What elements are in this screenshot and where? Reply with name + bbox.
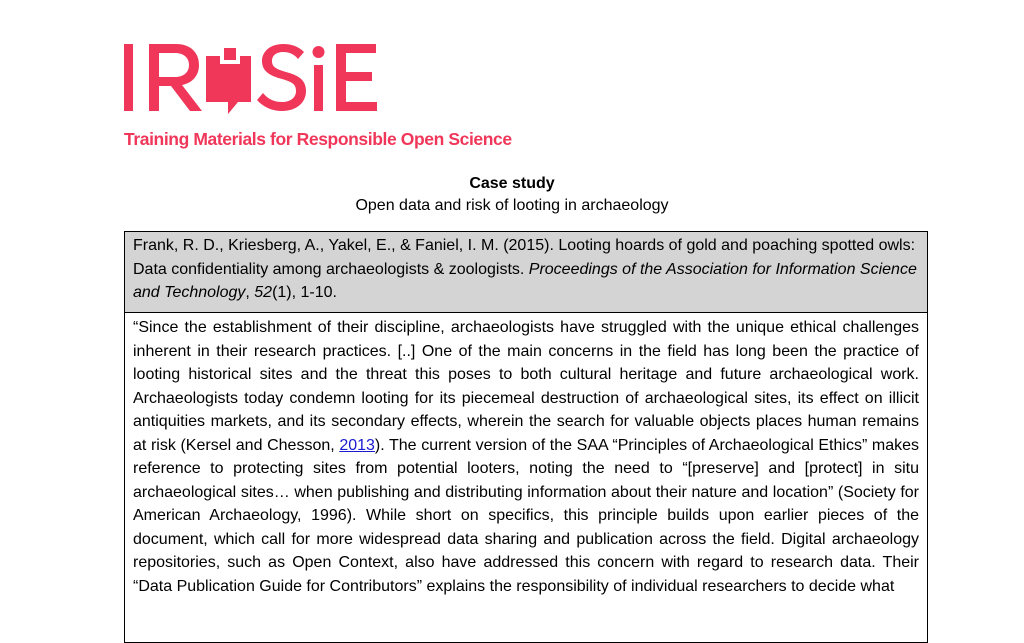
- document-subtitle: Open data and risk of looting in archaeology: [355, 197, 669, 214]
- rosie-logo: [124, 40, 544, 152]
- reference-pages: (1), 1-10.: [272, 284, 337, 301]
- reference-volume: 52: [254, 284, 273, 301]
- quote-box: [124, 313, 928, 643]
- quote-text-part1: “Since the establishment of their discipline, archaeologists have struggled with the unique ethical challenges inherent in their research practices. [..] One of the main concerns in the field has long been the practice of looting historical sites and the threat this poses to both cultural heritage and future archaeological work. Archaeologists today condemn looting for its piecemeal destruction of archaeological sites, its effect on illicit antiquities markets, and its secondary effects, wherein the search for valuable objects places human remains at risk (Kersel and Chesson,: [133, 319, 919, 454]
- logo-tagline: Training Materials for Responsible Open Science: [124, 129, 512, 149]
- reference-separator: ,: [245, 284, 255, 301]
- citation-link-2013[interactable]: 2013: [339, 436, 375, 454]
- reference-journal: Proceedings of the Association for Information Science and Technology: [133, 260, 917, 301]
- document-title: Case study: [469, 175, 555, 192]
- reference-authors: Frank, R. D., Kriesberg, A., Yakel, E., & Faniel, I. M. (2015). Looting hoards of gold and poaching spotted owls: Data confidentiality among archaeologists & zoologists.: [133, 237, 916, 278]
- quote-text-part2: ). The current version of the SAA “Principles of Archaeological Ethics” makes reference to protecting sites from potential looters, noting the need to “[preserve] and [protect] in situ archaeological sites… when publishing and distributing information about their nature and location” (Society for American Archaeology, 1996). While short on specifics, this principle builds upon earlier pieces of the document, which call for more widespread data sharing and publication across the field. Digital archaeology repositories, such as Open Context, also have addressed this concern with regard to research data. Their “Data Publication Guide for Contributors” explains the responsibility of individual researchers to decide what: [133, 436, 920, 595]
- reference-box: [124, 231, 928, 313]
- rosie-logo-mark: [124, 40, 414, 120]
